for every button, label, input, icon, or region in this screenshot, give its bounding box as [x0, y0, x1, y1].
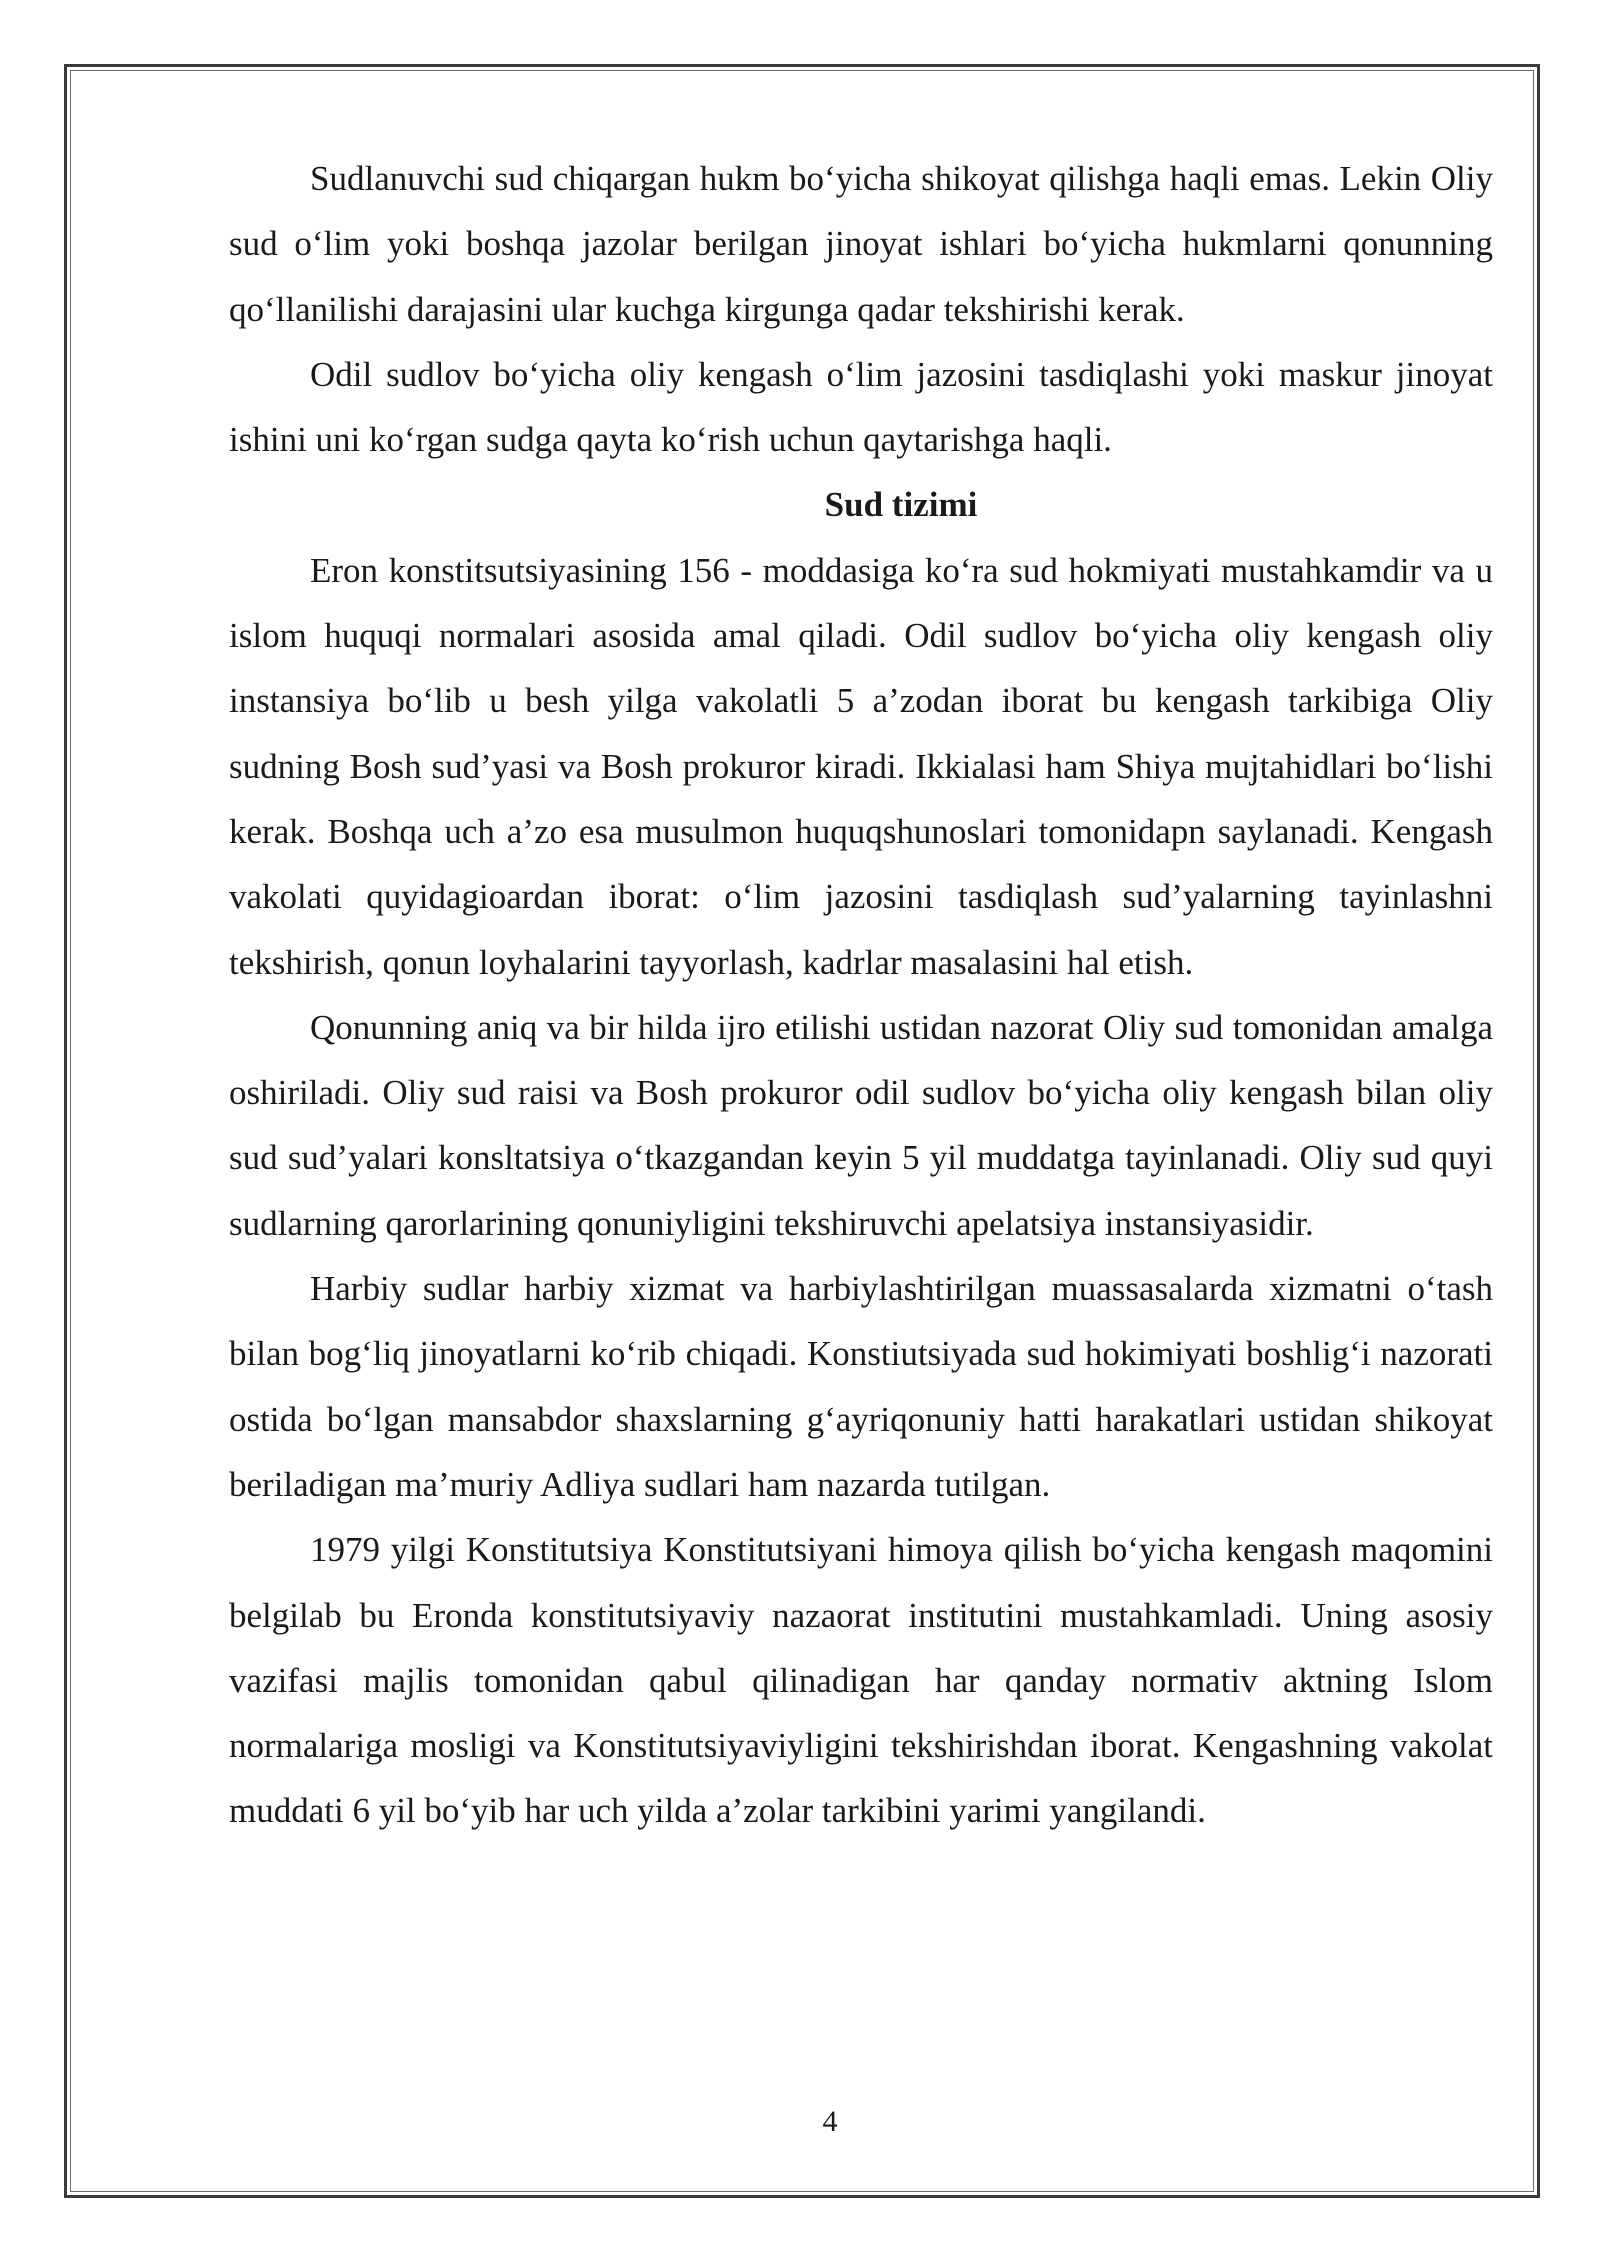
paragraph-2: Odil sudlov bo‘yicha oliy kengash o‘lim jazosini tasdiqlashi yoki maskur jinoyat ishini uni ko‘rgan sudga qayta ko‘rish uchun qaytarishga haqli.	[229, 354, 1493, 460]
paragraph-4: Qonunning aniq va bir hilda ijro etilishi ustidan nazorat Oliy sud tomonidan amalga oshiriladi. Oliy sud raisi va Bosh prokuror odil sudlov bo‘yicha oliy kengash bilan oliy sud sud’yalari konsltatsiya o‘tkazgandan keyin 5 yil muddatga tayinlanadi. Oliy sud quyi sudlarning qarorlarining qonuniyligini tekshiruvchi apelatsiya instansiyasidir.	[229, 1007, 1493, 1243]
paragraph-5: Harbiy sudlar harbiy xizmat va harbiylashtirilgan muassasalarda xizmatni o‘tash bilan bog‘liq jinoyatlarni ko‘rib chiqadi. Konstiutsiyada sud hokimiyati boshlig‘i nazorati ostida bo‘lgan mansabdor shaxslarning g‘ayriqonuniy hatti harakatlari ustidan shikoyat beriladigan ma’muriy Adliya sudlari ham nazarda tutilgan.	[229, 1269, 1493, 1504]
document-body	[229, 146, 1493, 1844]
paragraph-3: Eron konstitsutsiyasining 156 - moddasiga ko‘ra sud hokmiyati mustahkamdir va u islom huquqi normalari asosida amal qiladi. Odil sudlov bo‘yicha oliy kengash oliy instansiya bo‘lib u besh yilga vakolatli 5 a’zodan iborat bu kengash tarkibiga Oliy sudning Bosh sud’yasi va Bosh prokuror kiradi. Ikkialasi ham Shiya mujtahidlari bo‘lishi kerak. Boshqa uch a’zo esa musulmon huquqshunoslari tomonidapn saylanadi. Kengash vakolati quyidagioardan iborat: o‘lim jazosini tasdiqlash sud’yalarning tayinlashni tekshirish, qonun loyhalarini tayyorlash, kadrlar masalasini hal etish.	[229, 550, 1493, 982]
paragraph-1: Sudlanuvchi sud chiqargan hukm bo‘yicha shikoyat qilishga haqli emas. Lekin Oliy sud o‘lim yoki boshqa jazolar berilgan jinoyat ishlari bo‘yicha hukmlarni qonunning qo‘llanilishi darajasini ular kuchga kirgunga qadar tekshirishi kerak.	[229, 159, 1493, 329]
paragraph-6: 1979 yilgi Konstitutsiya Konstitutsiyani himoya qilish bo‘yicha kengash maqomini belgilab bu Eronda konstitutsiyaviy nazaorat institutini mustahkamladi. Uning asosiy vazifasi majlis tomonidan qabul qilinadigan har qanday normativ aktning Islom normalariga mosligi va Konstitutsiyaviyligini tekshirishdan iborat. Kengashning vakolat muddati 6 yil bo‘yib har uch yilda a’zolar tarkibini yarimi yangilandi.	[229, 1530, 1493, 1831]
page-number: 4	[822, 2105, 838, 2138]
section-heading: Sud tizimi	[824, 485, 978, 525]
